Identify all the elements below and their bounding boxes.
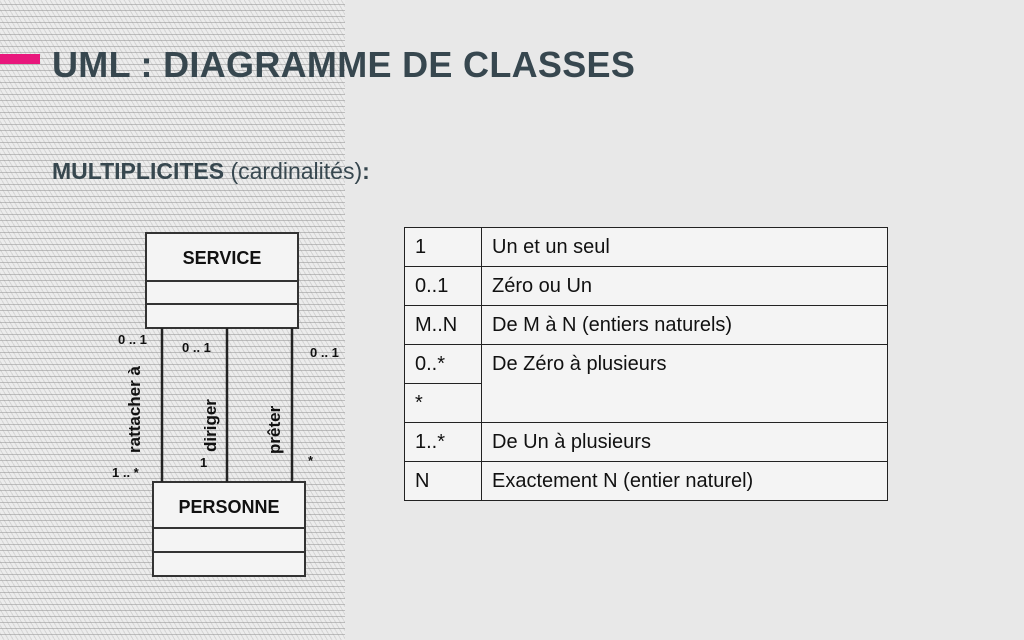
association-label-rattacher: rattacher à	[125, 366, 144, 453]
multiplicity-cell: 1..*	[405, 423, 482, 462]
table-row	[405, 306, 888, 345]
multiplicity-cell: 0..1	[405, 267, 482, 306]
association-label-diriger: diriger	[201, 399, 220, 452]
meaning-cell: De Un à plusieurs	[482, 423, 888, 462]
multiplicity-cell: M..N	[405, 306, 482, 345]
table-row	[405, 228, 888, 267]
multiplicity-cell: 0..*	[405, 345, 482, 384]
mult-diriger-top: 0 .. 1	[182, 340, 211, 355]
mult-preter-top: 0 .. 1	[310, 345, 339, 360]
mult-preter-bottom: *	[308, 453, 314, 468]
multiplicity-table	[404, 227, 888, 501]
meaning-cell: Exactement N (entier naturel)	[482, 462, 888, 501]
table-row	[405, 462, 888, 501]
class-service-name: SERVICE	[182, 248, 262, 268]
subtitle-normal: (cardinalités)	[224, 158, 363, 184]
table-row	[405, 345, 888, 384]
class-personne-name: PERSONNE	[178, 497, 280, 517]
association-label-preter: prêter	[265, 405, 284, 454]
meaning-cell: Zéro ou Un	[482, 267, 888, 306]
slide-title: UML : DIAGRAMME DE CLASSES	[52, 44, 636, 85]
mult-rattacher-bottom: 1 .. *	[112, 465, 139, 480]
table-row	[405, 423, 888, 462]
uml-class-diagram	[0, 0, 400, 640]
meaning-cell: De Zéro à plusieurs	[482, 345, 888, 423]
meaning-cell: Un et un seul	[482, 228, 888, 267]
table-row	[405, 267, 888, 306]
multiplicity-cell: *	[405, 384, 482, 423]
multiplicity-cell: 1	[405, 228, 482, 267]
multiplicity-cell: N	[405, 462, 482, 501]
class-personne	[153, 482, 305, 576]
subtitle-colon: :	[362, 158, 370, 184]
mult-diriger-bottom: 1	[200, 455, 208, 470]
subtitle-bold: MULTIPLICITES	[52, 158, 225, 184]
meaning-cell: De M à N (entiers naturels)	[482, 306, 888, 345]
mult-rattacher-top: 0 .. 1	[118, 332, 147, 347]
class-service	[146, 233, 298, 328]
